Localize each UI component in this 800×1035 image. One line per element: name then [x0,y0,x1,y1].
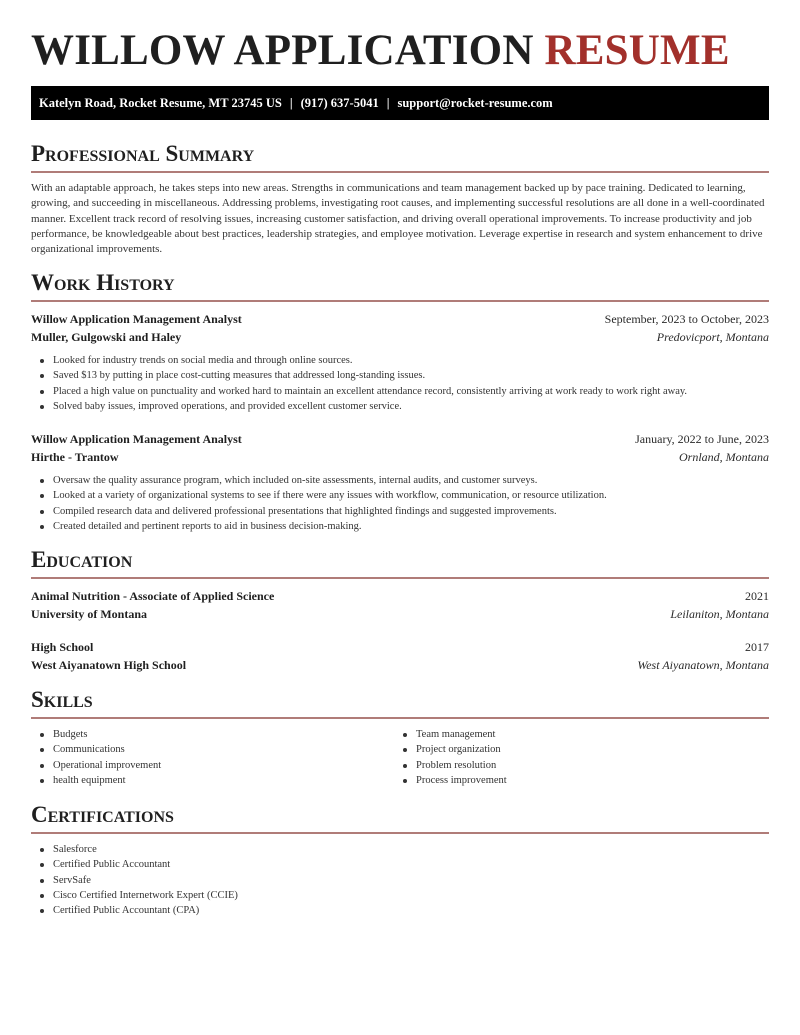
skill-item: Project organization [416,742,507,757]
certification-item: Certified Public Accountant (CPA) [53,903,238,918]
job-company-row [31,448,769,466]
section-title-education: Education [31,547,133,572]
section-divider [31,300,769,302]
education-degree-row [31,587,769,605]
contact-separator: | [289,96,293,110]
education-year: 2021 [745,589,769,603]
job-title: Willow Application Management Analyst [31,312,242,326]
contact-address: Katelyn Road, Rocket Resume, MT 23745 US [39,96,282,110]
job-dates: September, 2023 to October, 2023 [604,312,769,326]
certification-item: Cisco Certified Internetwork Expert (CCIE) [53,888,238,903]
job-header-row [31,310,769,328]
education-degree-row [31,638,769,656]
skill-item: Problem resolution [416,758,507,773]
education-school: University of Montana [31,607,147,621]
job-location: Predovicport, Montana [656,330,769,344]
job-dates: January, 2022 to June, 2023 [635,432,769,446]
education-school-row [31,605,769,623]
contact-email[interactable]: support@rocket-resume.com [397,96,553,110]
skills-list-right [416,727,507,788]
section-title-certifications: Certifications [31,802,174,827]
section-divider [31,171,769,173]
job-bullet: Saved $13 by putting in place cost-cutting measures that addressed long-standing issues. [53,368,687,383]
job-company-row [31,328,769,346]
job-bullet: Looked for industry trends on social media and through online sources. [53,353,687,368]
job-company: Muller, Gulgowski and Haley [31,330,182,344]
job-company: Hirthe - Trantow [31,450,119,464]
skills-list-left [53,727,161,788]
job-bullets [53,353,687,414]
section-divider [31,577,769,579]
summary-text: With an adaptable approach, he takes steps into new areas. Strengths in communications and team management backed up by pace training. Dedicated to learning, growing, and succeeding in miscellaneous. Addressing problems, investigating root causes, and implementing successful resolutions are all done in a well-coordinated manner. Excellent track record of resolving issues, increasing customer satisfaction, and driving overall operational improvements. To increase productivity and job performance, be knowledgeable about best practices, leadership strategies, and employee motivation. Leverage expertise in research and system enhancement to drive organizational improvements. [31,182,765,256]
skill-item: Budgets [53,727,161,742]
certification-item: Certified Public Accountant [53,857,238,872]
job-bullet: Created detailed and pertinent reports to aid in business decision-making. [53,519,607,534]
education-year: 2017 [745,640,769,654]
skill-item: health equipment [53,773,161,788]
section-title-skills: Skills [31,687,93,712]
resume-title [31,27,730,75]
education-location: West Aiyanatown, Montana [637,658,769,672]
skill-item: Communications [53,742,161,757]
job-title: Willow Application Management Analyst [31,432,242,446]
job-header-row [31,430,769,448]
contact-bar [31,86,769,120]
section-divider [31,832,769,834]
education-school: West Aiyanatown High School [31,658,187,672]
job-bullet: Compiled research data and delivered professional presentations that highlighted findings and suggested improvements. [53,504,607,519]
job-bullet: Placed a high value on punctuality and worked hard to maintain an excellent attendance record, consistently arriving at work ready to work right away. [53,384,687,399]
skill-item: Process improvement [416,773,507,788]
contact-phone[interactable]: (917) 637-5041 [300,96,379,110]
section-divider [31,717,769,719]
skill-item: Operational improvement [53,758,161,773]
certifications-list [53,842,238,918]
section-title-summary: Professional Summary [31,141,255,166]
job-location: Ornland, Montana [679,450,769,464]
education-degree: Animal Nutrition - Associate of Applied Science [31,589,275,603]
education-school-row [31,656,769,674]
title-accent: RESUME [544,27,730,74]
job-bullets [53,473,607,534]
certification-item: ServSafe [53,873,238,888]
certification-item: Salesforce [53,842,238,857]
job-bullet: Looked at a variety of organizational systems to see if there were any issues with workflow, communication, or resource utilization. [53,488,607,503]
education-location: Leilaniton, Montana [670,607,769,621]
education-degree: High School [31,640,94,654]
skill-item: Team management [416,727,507,742]
contact-separator: | [386,96,390,110]
job-bullet: Solved baby issues, improved operations, and provided excellent customer service. [53,399,687,414]
title-main: WILLOW APPLICATION [31,27,534,74]
job-bullet: Oversaw the quality assurance program, which included on-site assessments, internal audits, and customer surveys. [53,473,607,488]
section-title-work-history: Work History [31,270,175,295]
